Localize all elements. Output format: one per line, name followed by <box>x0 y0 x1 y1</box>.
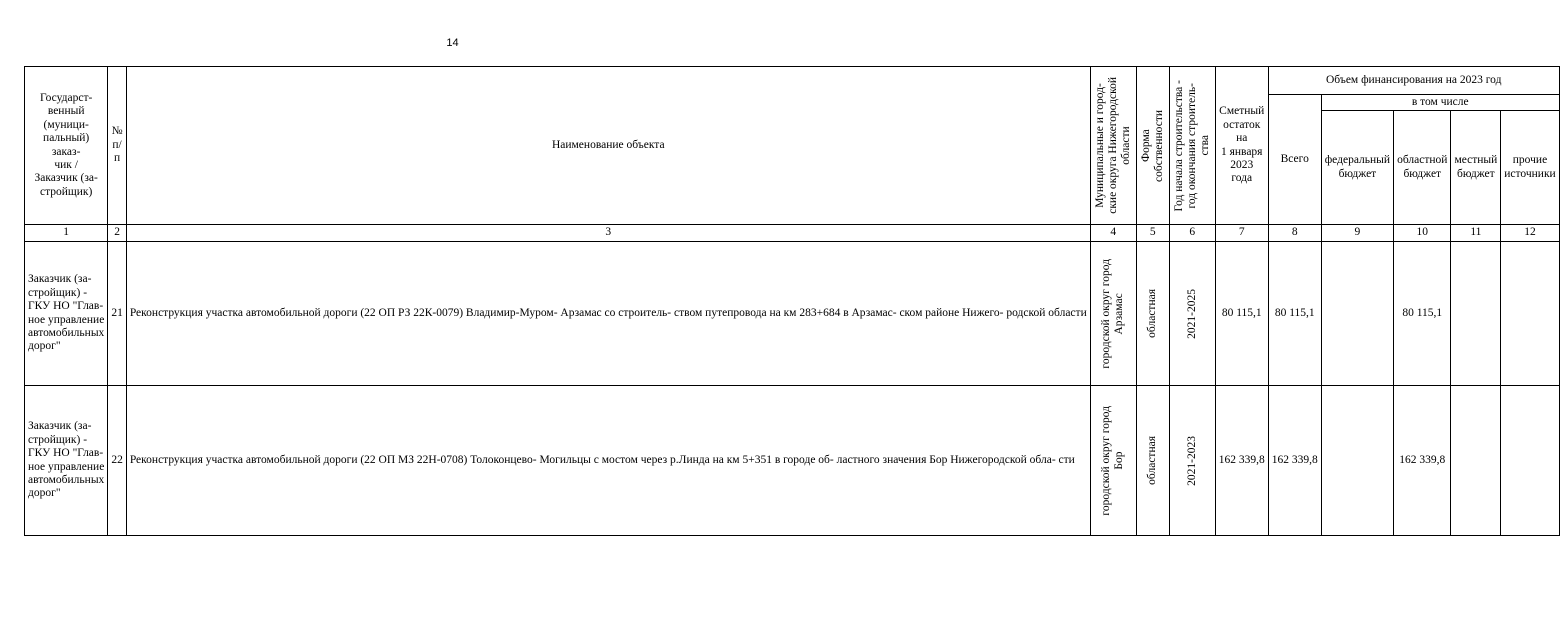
row-local <box>1451 386 1501 536</box>
header-total: Всего <box>1268 95 1321 225</box>
header-funding-title: Объем финансирования на 2023 год <box>1268 67 1559 95</box>
page-number: 14 <box>446 37 459 49</box>
row-municipality <box>1090 242 1136 386</box>
col-number: 10 <box>1394 225 1451 242</box>
header-ownership <box>1136 67 1169 225</box>
col-number: 2 <box>108 225 127 242</box>
row-years-text: 2021-2023 <box>1185 435 1198 486</box>
row-total: 80 115,1 <box>1268 242 1321 386</box>
col-number: 5 <box>1136 225 1169 242</box>
col-number: 6 <box>1169 225 1215 242</box>
row-num: 22 <box>108 386 127 536</box>
col-number: 11 <box>1451 225 1501 242</box>
header-years-text: Год начала строительства - год окончания строитель- ства <box>1172 79 1211 212</box>
row-ownership <box>1136 242 1169 386</box>
header-num: № п/п <box>108 67 127 225</box>
row-customer: Заказчик (за- стройщик) - ГКУ НО "Глав- ное управление автомобильных дорог" <box>25 242 108 386</box>
col-number: 12 <box>1501 225 1559 242</box>
header-object-name: Наименование объекта <box>126 67 1090 225</box>
row-years-text: 2021-2025 <box>1185 288 1198 339</box>
column-numbers-row <box>25 225 1560 242</box>
row-federal <box>1321 242 1393 386</box>
row-regional: 162 339,8 <box>1394 386 1451 536</box>
header-municipality-text: Муниципальные и город- ские округа Нижегородской области <box>1093 77 1132 214</box>
header-federal: федеральный бюджет <box>1321 111 1393 225</box>
col-number: 7 <box>1215 225 1268 242</box>
table-row <box>25 386 1560 536</box>
row-estimate: 162 339,8 <box>1215 386 1268 536</box>
row-municipality-text: городской округ город Бор <box>1100 405 1126 516</box>
row-years <box>1169 242 1215 386</box>
col-number: 4 <box>1090 225 1136 242</box>
header-ownership-text: Форма собственности <box>1139 109 1165 182</box>
header-municipality <box>1090 67 1136 225</box>
row-local <box>1451 242 1501 386</box>
table-row <box>25 242 1560 386</box>
header-customer: Государст- венный (муници- пальный) заказ- чик / Заказчик (за- стройщик) <box>25 67 108 225</box>
header-other: прочие источники <box>1501 111 1559 225</box>
row-regional: 80 115,1 <box>1394 242 1451 386</box>
header-regional: областной бюджет <box>1394 111 1451 225</box>
col-number: 9 <box>1321 225 1393 242</box>
row-object: Реконструкция участка автомобильной дороги (22 ОП РЗ 22К-0079) Владимир-Муром- Арзамас со строитель- ством путепровода на км 283+684 в Арзамас- ском районе Нижего- родской области <box>126 242 1090 386</box>
header-local: местный бюджет <box>1451 111 1501 225</box>
header-including: в том числе <box>1321 95 1559 111</box>
row-municipality <box>1090 386 1136 536</box>
financing-table <box>24 66 1560 536</box>
row-ownership-text: областная <box>1146 289 1159 338</box>
col-number: 8 <box>1268 225 1321 242</box>
col-number: 3 <box>126 225 1090 242</box>
row-total: 162 339,8 <box>1268 386 1321 536</box>
header-years <box>1169 67 1215 225</box>
row-customer: Заказчик (за- стройщик) - ГКУ НО "Глав- ное управление автомобильных дорог" <box>25 386 108 536</box>
header-estimate: Сметный остаток на 1 января 2023 года <box>1215 67 1268 225</box>
row-other <box>1501 386 1559 536</box>
row-other <box>1501 242 1559 386</box>
col-number: 1 <box>25 225 108 242</box>
row-municipality-text: городской округ город Арзамас <box>1100 258 1126 369</box>
row-object: Реконструкция участка автомобильной дороги (22 ОП МЗ 22Н-0708) Толоконцево- Могильцы с мостом через р.Линда на км 5+351 в городе об- ластного значения Бор Нижегородской обла- сти <box>126 386 1090 536</box>
row-ownership <box>1136 386 1169 536</box>
row-estimate: 80 115,1 <box>1215 242 1268 386</box>
row-years <box>1169 386 1215 536</box>
header-row-1 <box>25 67 1560 95</box>
row-ownership-text: областная <box>1146 436 1159 485</box>
row-num: 21 <box>108 242 127 386</box>
row-federal <box>1321 386 1393 536</box>
